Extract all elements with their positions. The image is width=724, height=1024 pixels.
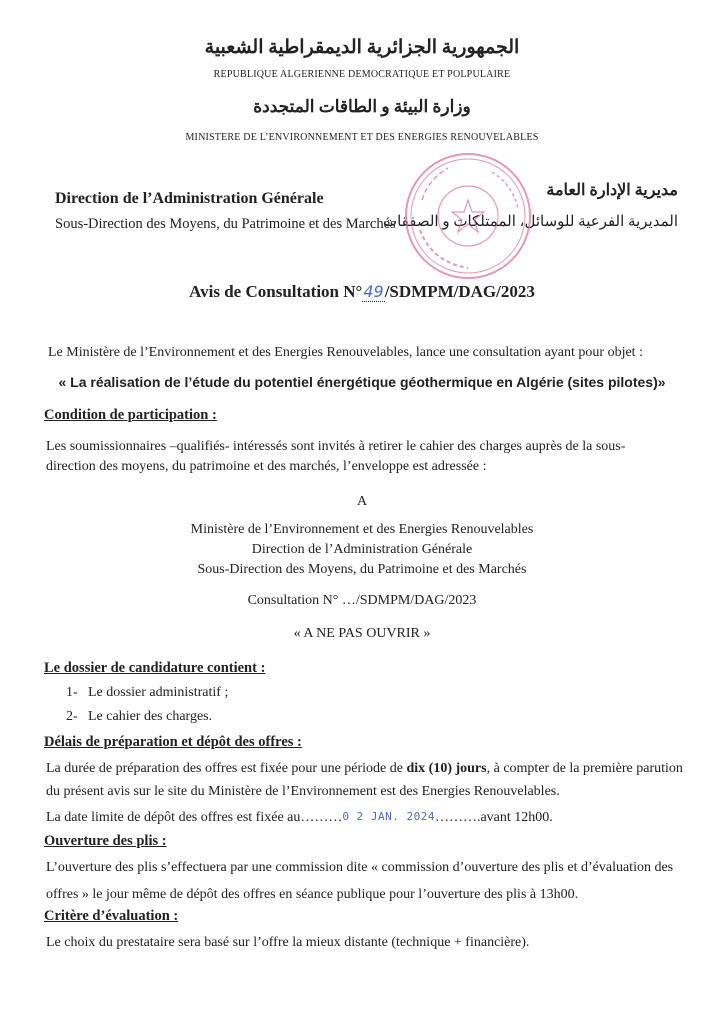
subdirection-title-arabic: المديرية الفرعية للوسائل، الممتلكات و الصفقات bbox=[382, 214, 678, 230]
ministry-title-french: MINISTERE DE L’ENVIRONNEMENT ET DES ENERGIES RENOUVELABLES bbox=[185, 132, 539, 143]
address-a: A bbox=[356, 494, 368, 509]
section-heading-critere: Critère d’évaluation : bbox=[44, 908, 179, 924]
list-item bbox=[66, 709, 212, 725]
direction-title-arabic: مديرية الإدارة العامة bbox=[546, 182, 678, 199]
delais-duration: dix (10) jours bbox=[406, 761, 487, 776]
section-heading-ouverture: Ouverture des plis : bbox=[44, 833, 167, 849]
deadline-before: La date limite de dépôt des offres est fixée au……… bbox=[46, 810, 343, 825]
republic-title-arabic: الجمهورية الجزائرية الديمقراطية الشعبية bbox=[204, 37, 520, 58]
official-stamp bbox=[402, 150, 534, 282]
consultation-title bbox=[0, 282, 724, 302]
delais-text-before: La durée de préparation des offres est fixée pour une période de bbox=[46, 761, 407, 776]
intro-text: Le Ministère de l’Environnement et des Energies Renouvelables, lance une consultation ayant pour objet : bbox=[48, 345, 643, 360]
address-notice: « A NE PAS OUVRIR » bbox=[293, 626, 431, 641]
delais-text-after: , à compter de la première parution du présent avis sur le site du Ministère de l’Environnement est des Energies Renouvelables. bbox=[46, 761, 683, 800]
condition-text: Les soumissionnaires –qualifiés- intéressés sont invités à retirer le cahier des charges auprès de la sous-direction des moyens, du patrimoine et des marchés, l’enveloppe est adressée : bbox=[46, 439, 626, 474]
list-item-number: 2- bbox=[66, 709, 78, 724]
section-heading-dossier: Le dossier de candidature contient : bbox=[44, 660, 266, 676]
consultation-number: 49 bbox=[363, 282, 384, 301]
address-line-direction: Direction de l’Administration Générale bbox=[251, 542, 473, 557]
list-item-number: 1- bbox=[66, 685, 78, 700]
address-consultation-ref: Consultation N° …/SDMPM/DAG/2023 bbox=[247, 593, 477, 608]
ministry-title-arabic: وزارة البيئة و الطاقات المتجددة bbox=[253, 97, 471, 116]
republic-title-french: REPUBLIQUE ALGERIENNE DEMOCRATIQUE ET POLPULAIRE bbox=[213, 69, 511, 80]
deadline-date-stamp: 0 2 JAN. 2024 bbox=[342, 810, 435, 823]
direction-title-french: Direction de l’Administration Générale bbox=[55, 190, 324, 207]
ouverture-text: L’ouverture des plis s’effectuera par une commission dite « commission d’ouverture des plis et d’évaluation des offres » le jour même de dépôt des offres en séance publique pour l’ouverture des plis à 13h00. bbox=[46, 860, 674, 902]
list-item-label: Le cahier des charges. bbox=[88, 709, 213, 724]
section-heading-condition: Condition de participation : bbox=[44, 407, 217, 423]
deadline-after: ……….avant 12h00. bbox=[434, 810, 553, 825]
address-line-ministry: Ministère de l’Environnement et des Energies Renouvelables bbox=[190, 522, 534, 537]
list-item bbox=[66, 685, 228, 701]
address-line-subdirection: Sous-Direction des Moyens, du Patrimoine et des Marchés bbox=[197, 562, 527, 577]
critere-text: Le choix du prestataire sera basé sur l’offre la mieux distante (technique + financière). bbox=[46, 935, 530, 950]
delais-text bbox=[46, 757, 686, 803]
deadline-text bbox=[46, 808, 553, 828]
list-item-label: Le dossier administratif ; bbox=[88, 685, 229, 700]
consultation-title-prefix: Avis de Consultation N° bbox=[189, 282, 363, 301]
subdirection-title-french: Sous-Direction des Moyens, du Patrimoine et des Marchés bbox=[55, 216, 396, 232]
section-heading-delais: Délais de préparation et dépôt des offres : bbox=[44, 734, 302, 750]
consultation-object: « La réalisation de l’étude du potentiel énergétique géothermique en Algérie (sites pilotes)» bbox=[58, 374, 666, 390]
consultation-title-suffix: /SDMPM/DAG/2023 bbox=[384, 282, 535, 301]
